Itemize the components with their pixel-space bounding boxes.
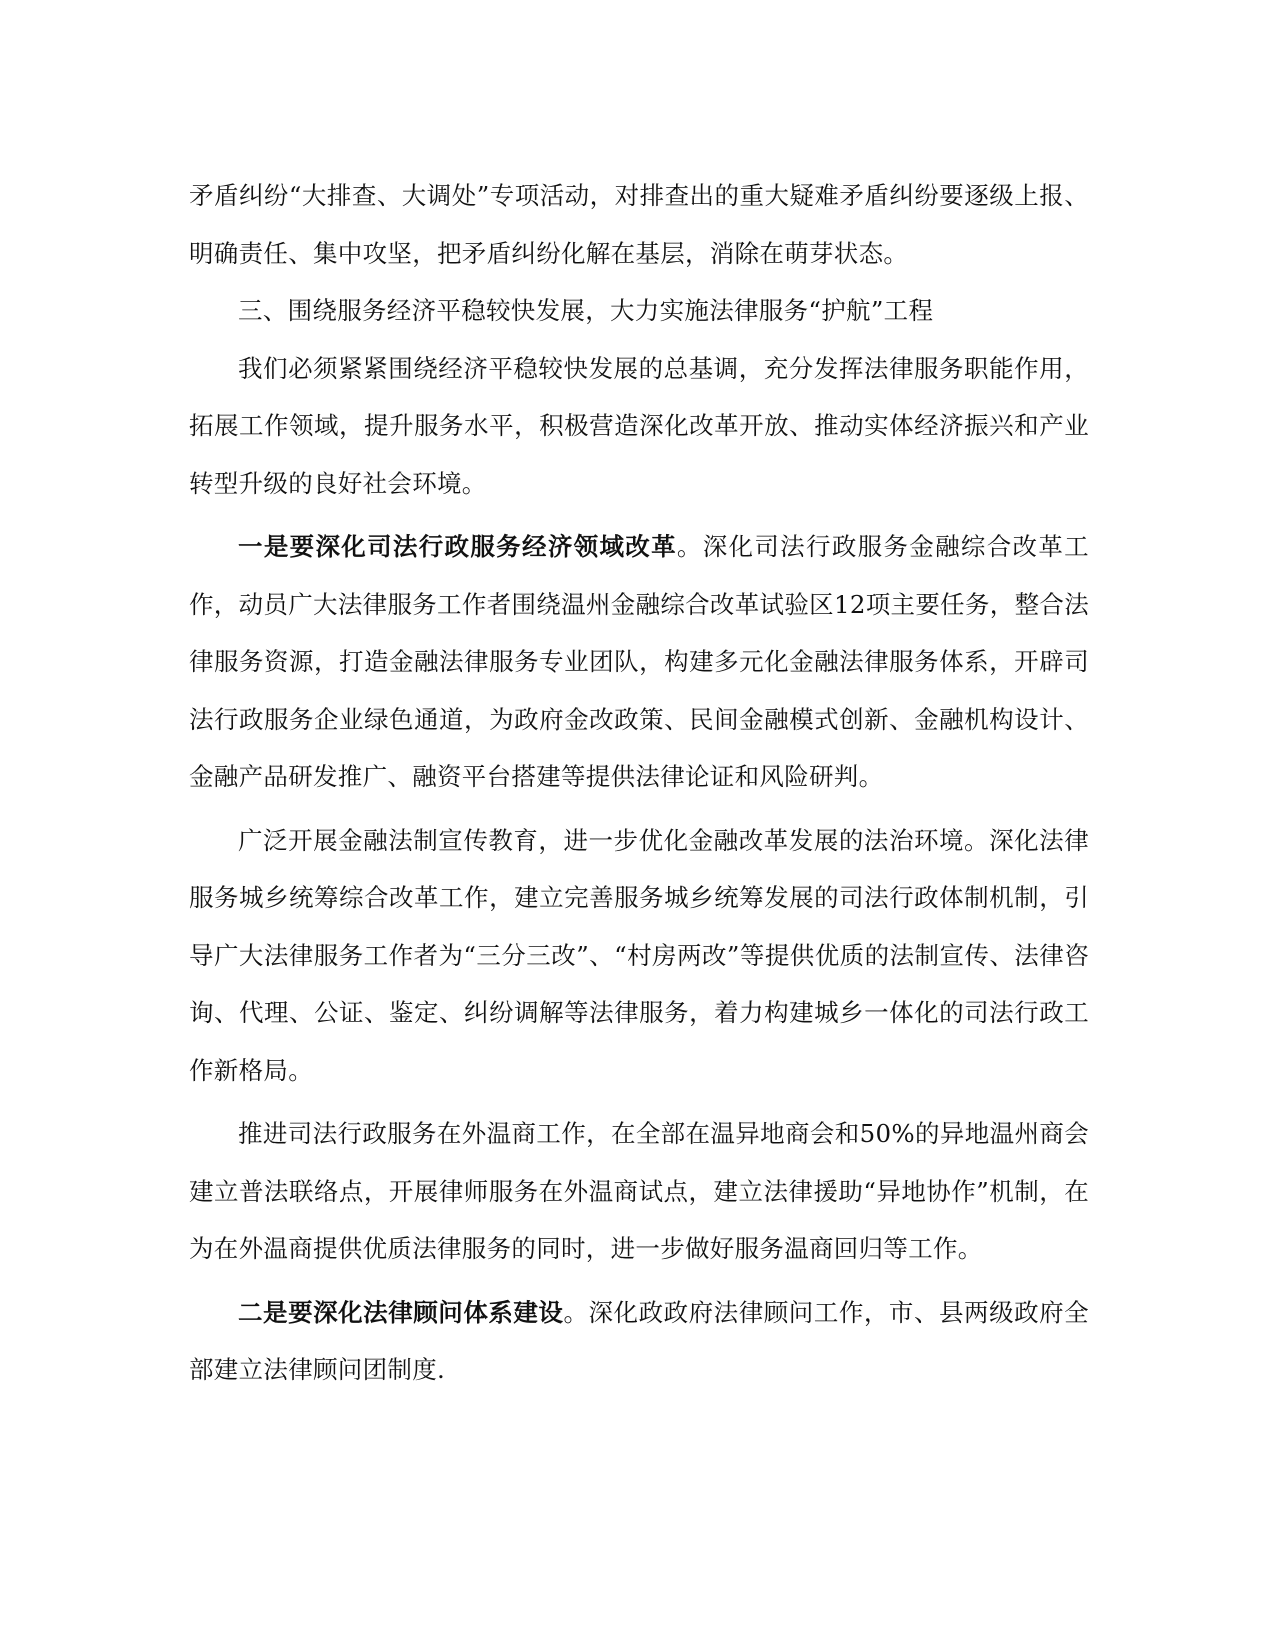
- section-heading-text: 三、围绕服务经济平稳较快发展，大力实施法律服务“护航”工程: [238, 296, 934, 325]
- paragraph-finance-education: [189, 812, 1089, 1100]
- paragraph-continuation: [189, 167, 1089, 282]
- paragraph-point-one: [189, 518, 1089, 806]
- document-body: [189, 167, 1089, 1399]
- paragraph-text: 广泛开展金融法制宣传教育，进一步优化金融改革发展的法治环境。深化法律服务城乡统筹综合改革工作，建立完善服务城乡统筹发展的司法行政体制机制，引导广大法律服务工作者为“三分三改”、“村房两改”等提供优质的法制宣传、法律咨询、代理、公证、鉴定、纠纷调解等法律服务，着力构建城乡一体化的司法行政工作新格局。: [189, 825, 1089, 1085]
- paragraph-intro: [189, 340, 1089, 513]
- paragraph-wenzhou-merchants: [189, 1105, 1089, 1278]
- paragraph-point-two: [189, 1284, 1089, 1399]
- section-heading: [189, 282, 1089, 340]
- paragraph-text: 推进司法行政服务在外温商工作，在全部在温异地商会和50%的异地温州商会建立普法联络点，开展律师服务在外温商试点，建立法律援助“异地协作”机制，在为在外温商提供优质法律服务的同时，进一步做好服务温商回归等工作。: [189, 1119, 1089, 1263]
- paragraph-text: 矛盾纠纷“大排查、大调处”专项活动，对排查出的重大疑难矛盾纠纷要逐级上报、明确责任、集中攻坚，把矛盾纠纷化解在基层，消除在萌芽状态。: [189, 181, 1089, 268]
- point-two-title: 二是要深化法律顾问体系建设: [238, 1297, 564, 1327]
- point-one-title: 一是要深化司法行政服务经济领域改革: [238, 532, 677, 561]
- paragraph-text: 。深化政政府法律顾问工作，市、县两级政府全部建立法律顾问团制度.: [189, 1297, 1089, 1384]
- paragraph-text: 我们必须紧紧围绕经济平稳较快发展的总基调，充分发挥法律服务职能作用，拓展工作领域，提升服务水平，积极营造深化改革开放、推动实体经济振兴和产业转型升级的良好社会环境。: [189, 353, 1089, 498]
- paragraph-text: 。深化司法行政服务金融综合改革工作，动员广大法律服务工作者围绕温州金融综合改革试验区12项主要任务，整合法律服务资源，打造金融法律服务专业团队，构建多元化金融法律服务体系，开辟司法行政服务企业绿色通道，为政府金改政策、民间金融模式创新、金融机构设计、金融产品研发推广、融资平台搭建等提供法律论证和风险研判。: [189, 532, 1089, 791]
